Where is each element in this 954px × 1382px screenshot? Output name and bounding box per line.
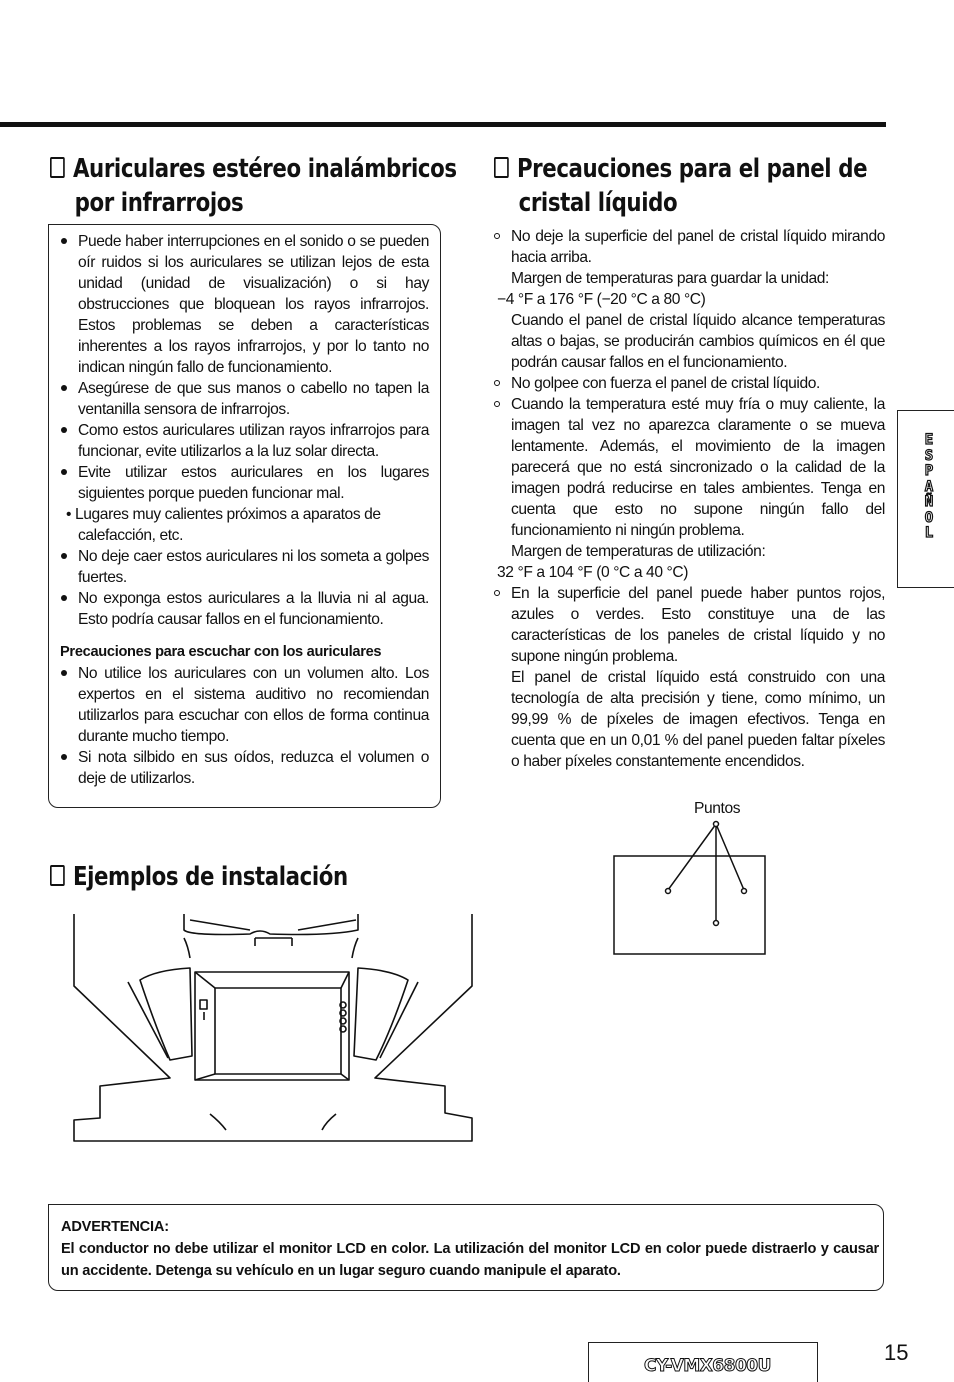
sub-list-item: • Lugares muy calientes próximos a aparatos de calefacción, etc.	[66, 506, 381, 544]
pixel-dot	[714, 921, 719, 926]
diagram-label-puntos: Puntos	[694, 800, 741, 817]
list-item-note: Cuando el panel de cristal líquido alcance temperaturas altas o bajas, se producirán cambios químicos en él que podrán causar fallos en el funcionamiento.	[511, 312, 885, 371]
list-item: No exponga estos auriculares a la lluvia ni al agua. Esto podría causar fallos en el funcionamiento.	[54, 588, 429, 630]
model-number: CY-VMX6800U	[644, 1356, 771, 1376]
listening-subheading: Precauciones para escuchar con los auriculares	[60, 644, 382, 660]
lcd-panel-outline	[614, 856, 765, 954]
list-item: Puede haber interrupciones en el sonido o se pueden oír ruidos si los auriculares se utilizan lejos de esta unidad (unidad de visualización) o si hay obstrucciones que bloquean los rayos infrarrojos. Estos problemas se deben a características inherentes a los rayos infrarrojos, y por lo tanto no indican ningún fallo de funcionamiento.	[54, 231, 429, 378]
language-side-tab	[897, 410, 954, 588]
list-item: Como estos auriculares utilizan rayos infrarrojos para funcionar, evite utilizarlos a la luz solar directa.	[54, 420, 429, 462]
list-item: Asegúrese de que sus manos o cabello no tapen la ventanilla sensora de infrarrojos.	[54, 378, 429, 420]
list-item: En la superficie del panel puede haber puntos rojos, azules o verdes. Esto constituye una de las características de los paneles de cristal líquido y no supone ningún problema.	[487, 583, 885, 667]
language-tab-label: E S P A Ñ O L	[924, 432, 934, 541]
warning-content	[61, 1216, 879, 1282]
pixel-dots-diagram	[610, 818, 770, 958]
list-item: Evite utilizar estos auriculares en los lugares siguientes porque pueden funcionar mal.	[54, 462, 429, 504]
pixel-dot	[666, 889, 671, 894]
section-heading-auriculares: Auriculares estéreo inalámbricos por infrarrojos	[50, 152, 457, 220]
list-item: No deje caer estos auriculares ni los someta a golpes fuertes.	[54, 546, 429, 588]
warning-title: ADVERTENCIA:	[61, 1219, 169, 1235]
top-rule	[0, 122, 886, 127]
list-item: Si nota silbido en sus oídos, reduzca el volumen o deje de utilizarlos.	[54, 747, 429, 789]
pixel-dot	[742, 889, 747, 894]
list-item: No utilice los auriculares con un volumen alto. Los expertos en el sistema auditivo no recomiendan utilizarlos para escuchar con ellos de forma continua durante mucho tiempo.	[54, 663, 429, 747]
storage-temp-label: Margen de temperaturas para guardar la unidad:	[511, 270, 829, 287]
page-number: 15	[884, 1340, 909, 1365]
checkbox-square-icon	[50, 865, 65, 886]
section-heading-panel: Precauciones para el panel de cristal líquido	[494, 152, 867, 220]
installation-illustration	[60, 908, 480, 1146]
model-number-box	[588, 1342, 818, 1382]
panel-precautions-list	[487, 226, 885, 772]
section-heading-instalacion: Ejemplos de instalación	[50, 860, 348, 894]
storage-temp-range: −4 °F a 176 °F (−20 °C a 80 °C)	[497, 291, 706, 308]
auriculares-list	[54, 231, 429, 789]
checkbox-square-icon	[50, 157, 65, 178]
warning-text: El conductor no debe utilizar el monitor LCD en color. La utilización del monitor LCD en color puede distraerlo y causar un accidente. Detenga su vehículo en un lugar seguro cuando manipule el aparato.	[61, 1241, 879, 1279]
operating-temp-label: Margen de temperaturas de utilización:	[511, 543, 766, 560]
list-item: No deje la superficie del panel de cristal líquido mirando hacia arriba.	[487, 226, 885, 268]
list-item: No golpee con fuerza el panel de cristal líquido.	[487, 373, 885, 394]
list-item-note: El panel de cristal líquido está construido con una tecnología de alta precisión y tiene, como mínimo, un 99,99 % de píxeles de imagen efectivos. Tenga en cuenta que en un 0,01 % del panel pueden faltar píxeles o haber píxeles constantemente encendidos.	[511, 669, 885, 770]
checkbox-square-icon	[494, 157, 509, 178]
operating-temp-range: 32 °F a 104 °F (0 °C a 40 °C)	[497, 564, 689, 581]
list-item: Cuando la temperatura esté muy fría o muy caliente, la imagen tal vez no aparezca claramente o se mueva lentamente. Además, el movimiento de la imagen parecerá que no está sincronizado o la calidad de la imagen podrá reducirse en tales ambientes. Tenga en cuenta que esto no supone ningún fallo del funcionamiento ni ningún problema.	[487, 394, 885, 541]
